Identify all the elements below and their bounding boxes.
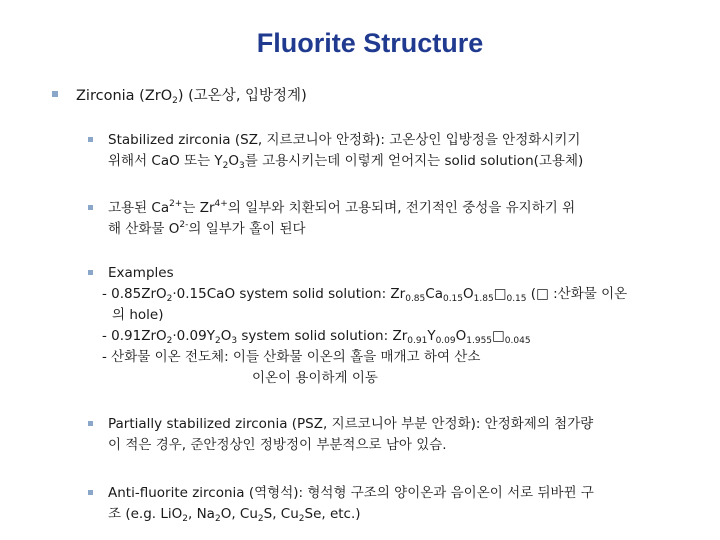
stabilized-bullet — [88, 130, 673, 172]
psz-text: Partially stabilized zirconia (PSZ, 지르코니아 부분 안정화): 안정화제의 첨가량 이 적은 경우, 준안정상인 정방정이 부분적으로 남아 있슴. — [108, 416, 594, 453]
bullet-square-icon — [88, 137, 93, 142]
dissolved-text: 고용된 $Ca^{2+}$는 $Zr^{4+}$의 일부와 치환되어 고용되며, 전기적인 중성을 유지하기 위 해 산화물 $O^{2-}$의 일부가 홀이 된다 — [108, 199, 576, 237]
example-2: - $0.91ZrO_2\cdot 0.09Y_2O_3$ system solid solution: $Zr_{0.91}Y_{0.09}O_{1.955}□_{0.045}$ — [102, 328, 531, 346]
stabilized-text: Stabilized zirconia (SZ, 지르코니아 안정화): 고온상인 입방정을 안정화시키기 위해서 CaO 또는 $Y_2O_3$를 고용시키는데 이렇게 얻어지는 solid solution(고용체) — [108, 132, 584, 171]
bullet-square-icon — [88, 421, 93, 426]
example-3: - 산화물 이온 전도체: 이들 산화물 이온의 홀을 매개고 하여 산소 — [102, 349, 481, 365]
dissolved-bullet — [88, 198, 673, 240]
bullet-square-icon — [88, 490, 93, 495]
bullet-square-icon — [52, 91, 58, 97]
examples-list: - 0.85ZrO$_2$·0.15CaO system solid solution: $Zr_{0.85}Ca_{0.15}O_{1.85}□_{0.15}$ (□ :산화물 이온 의 hole) - $0.91ZrO_2\cdot 0.09Y_2O_3$ system solid solution: $Zr_{0.91}Y_{0.09}O_{1.955}□_{0.045}$ - 산화물 이온 전도체: 이들 산화물 이온의 홀을 매개고 하여 산소 이온이 용이하게 이동 — [102, 284, 673, 389]
slide-title: Fluorite Structure — [256, 28, 484, 58]
anti-fluorite-text: Anti-fluorite zirconia (역형석): 형석형 구조의 양이온과 음이온이 서로 뒤바뀐 구 조 (e.g. LiO$_2$, $Na_2O$, $Cu_2S$, $Cu_2Se$, etc.) — [108, 485, 594, 524]
bullet-square-icon — [88, 205, 93, 210]
psz-bullet — [88, 414, 673, 456]
examples-text — [108, 263, 673, 284]
examples-bullet — [88, 263, 673, 389]
example-1: - 0.85ZrO$_2$·0.15CaO system solid solution: $Zr_{0.85}Ca_{0.15}O_{1.85}□_{0.15}$ (□ :산화물 이온 — [102, 286, 628, 304]
zirconia-text: Zirconia (ZrO$_2$) (고온상, 입방정계) — [76, 88, 307, 106]
examples-heading: Examples — [108, 265, 174, 281]
bullet-square-icon — [88, 270, 93, 275]
anti-fluorite-bullet — [88, 483, 673, 525]
